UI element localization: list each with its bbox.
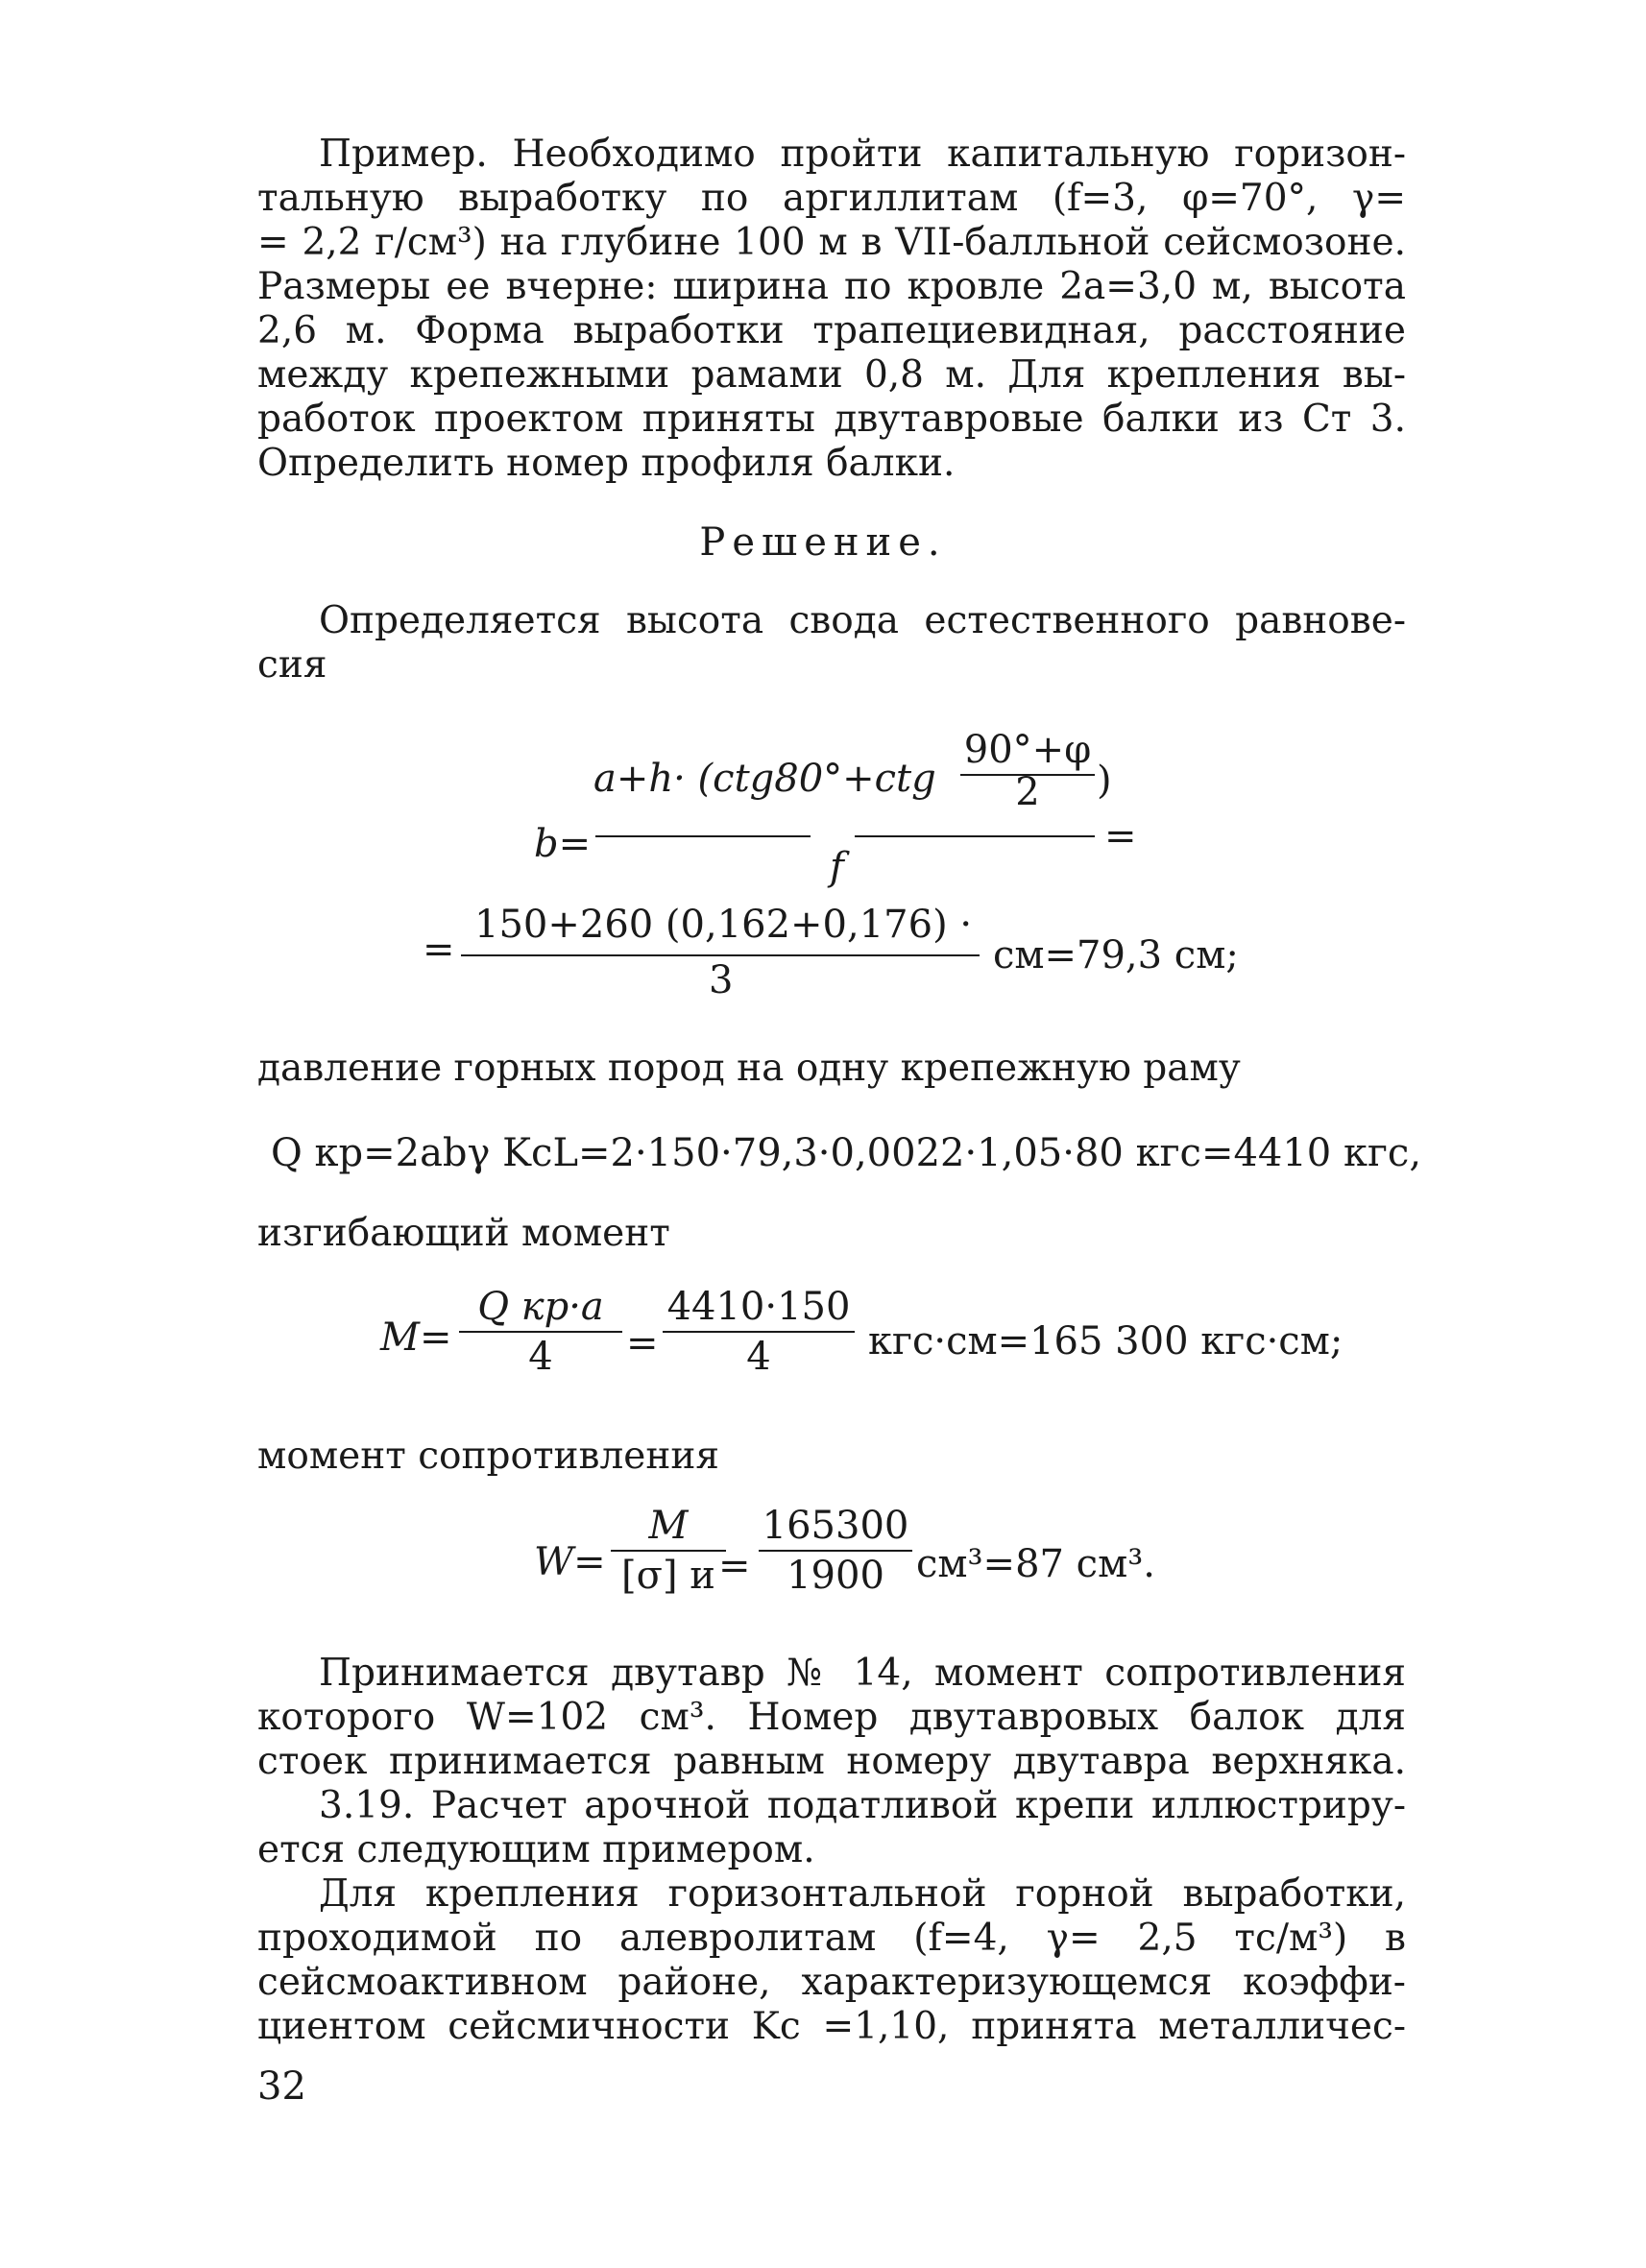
text-line: Размеры ее вчерне: ширина по кровле 2a=3,0 м, высота [257, 265, 1406, 308]
text-line: Для крепления горизонтальной горной выработки, [319, 1872, 1406, 1916]
formula-b-angle-numerator: 90°+φ [963, 728, 1092, 772]
text-line: которого W=102 см³. Номер двутавровых балок для [257, 1696, 1406, 1739]
text-line: Определить номер профиля балки. [257, 442, 956, 485]
text-line: сия [257, 643, 327, 687]
formula-m-numerator: Q кр·a [477, 1285, 604, 1329]
fraction-bar [759, 1550, 912, 1552]
formula-q-text: Q кр=2abγ KсL=2·150·79,3·0,0022·1,05·80 кгс=4410 кгс, [271, 1131, 1422, 1175]
text-line: работок проектом приняты двутавровые балки из Ст 3. [257, 398, 1406, 441]
text-line: = 2,2 г/см³) на глубине 100 м в VII-балльной сейсмозоне. [257, 221, 1406, 264]
formula-b-trailing-equals: = [1104, 814, 1137, 858]
text-line: 2,6 м. Форма выработки трапециевидная, расстояние [257, 309, 1406, 352]
formula-b-values-numerator: 150+260 (0,162+0,176) · [474, 903, 973, 947]
solution-heading: Решение. [699, 520, 947, 565]
final-paragraph [257, 1872, 1406, 2049]
formula-m-equals: = [626, 1321, 659, 1365]
formula-w-equals: = [718, 1544, 751, 1588]
formula-b-denominator: f [830, 845, 844, 889]
text-line: изгибающий момент [257, 1212, 670, 1255]
formula-b-lead-equals: = [423, 928, 455, 972]
formula-w-fraction [611, 1504, 726, 1598]
text-line: 3.19. Расчет арочной податливой крепи иллюстриру- [319, 1784, 1406, 1827]
formula-w-values-fraction [759, 1504, 912, 1598]
formula-m-values-denominator: 4 [746, 1335, 771, 1379]
fraction-bar [611, 1550, 726, 1552]
formula-w-values-denominator: 1900 [787, 1554, 884, 1598]
formula-w-values-numerator: 165300 [762, 1504, 909, 1548]
text-line: Пример. Необходимо пройти капитальную горизон- [319, 133, 1406, 176]
formula-w-result: см³=87 см³. [916, 1542, 1155, 1586]
text-line: проходимой по алевролитам (f=4, γ= 2,5 тс/м³) в [257, 1917, 1406, 1960]
formula-b-angle-denominator: 2 [1015, 770, 1040, 814]
accepted-paragraph [257, 1652, 1406, 1784]
text-line: сейсмоактивном районе, характеризующемся коэффи- [257, 1961, 1406, 2004]
text-line: между крепежными рамами 0,8 м. Для крепления вы- [257, 353, 1406, 397]
section-paragraph [257, 1784, 1406, 1872]
formula-b-result: см=79,3 см; [993, 933, 1239, 977]
formula-b-values-denominator: 3 [709, 958, 734, 1002]
text-line: стоек принимается равным номеру двутавра верхняка. [257, 1740, 1406, 1783]
formula-b-top-numerator: a+h· (ctg80°+ctg [593, 757, 936, 801]
text-line: Определяется высота свода естественного равнове- [319, 599, 1406, 642]
text-line: ется следующим примером. [257, 1828, 815, 1871]
text-line: момент сопротивления [257, 1435, 719, 1478]
page-number: 32 [257, 2064, 306, 2109]
formula-w-denominator: [σ] и [621, 1554, 715, 1598]
text-line: давление горных пород на одну крепежную раму [257, 1047, 1241, 1090]
formula-m-denominator: 4 [528, 1335, 553, 1379]
text-line: Принимается двутавр № 14, момент сопротивления [319, 1652, 1406, 1695]
formula-m-values-numerator: 4410·150 [666, 1285, 851, 1329]
text-line: тальную выработку по аргиллитам (f=3, φ=70°, γ= [257, 177, 1406, 220]
formula-w-numerator: M [648, 1504, 689, 1548]
formula-b-close-paren: ) [1097, 759, 1112, 803]
formula-m-lhs: M= [380, 1315, 452, 1360]
formula-w-lhs: W= [534, 1540, 606, 1584]
text-line: циентом сейсмичности Kс =1,10, принята металличес- [257, 2005, 1406, 2048]
formula-b-lhs: b= [534, 822, 592, 866]
formula-m-result: кгс·см=165 300 кгс·см; [868, 1319, 1343, 1363]
